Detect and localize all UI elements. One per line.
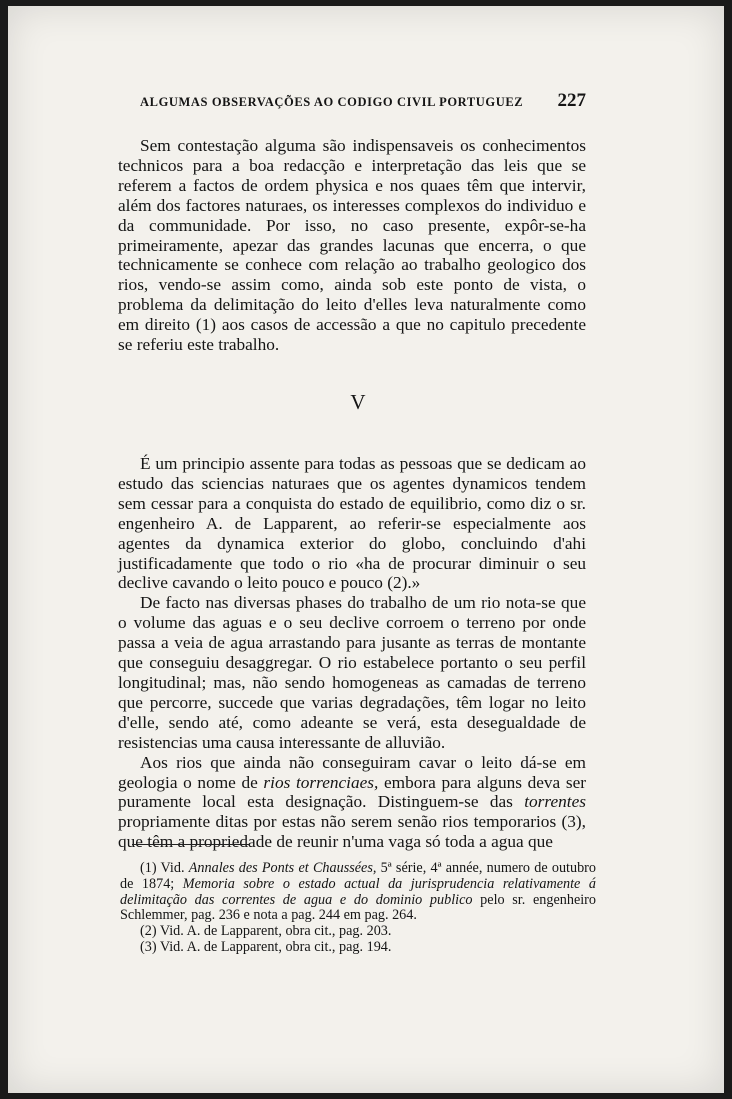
footnote-2: (2) Vid. A. de Lapparent, obra cit., pag. 203.	[140, 923, 392, 940]
paragraph-2: É um principio assente para todas as pessoas que se dedicam ao estudo das sciencias naturaes que os agentes dynamicos tendem sem cessar para a conquista do estado de equilibrio, como diz o sr. engenheiro A. de Lapparent, ao referir-se especialmente aos agentes da dynamica exterior do globo, concluindo d'ahi justificadamente que todo o rio «ha de procurar diminuir o seu declive cavando o leito pouco e pouco (2).»	[118, 454, 586, 593]
section-heading: V	[350, 390, 366, 414]
paragraph-4-italic-a: rios torrenciaes,	[263, 772, 379, 792]
footnote-1-italic-1: Annales des Ponts et Chaussées,	[188, 860, 377, 876]
page-header	[140, 90, 586, 112]
paragraph-4-italic-b: torrentes	[524, 792, 586, 812]
paragraph-3: De facto nas diversas phases do trabalho de um rio nota-se que o volume das aguas e o seu declive corroem o terreno por onde passa a veia de agua arrastando para jusante as terras de montante que conseguiu desaggregar. O rio estabelece portanto o seu perfil longitudinal; mas, não sendo homogeneas as camadas de terreno que percorre, succede que varias degradações, têm logar no leito d'elle, sendo até, como adeante se verá, esta desegualdade de resistencias uma causa interessante de alluvião.	[118, 593, 586, 752]
running-head: ALGUMAS OBSERVAÇÕES AO CODIGO CIVIL PORTUGUEZ	[140, 95, 524, 109]
paragraph-1: Sem contestação alguma são indispensaveis os conhecimentos technicos para a boa redacção e interpretação das leis que se referem a factos de ordem physica e nos quaes têm que intervir, além dos factores naturaes, os interesses complexos do individuo e da communidade. Por isso, no caso presente, expôr-se-ha primeiramente, apezar das grandes lacunas que encerra, o que technicamente se conhece com relação ao trabalho geologico dos rios, vendo-se assim como, ainda sob este ponto de vista, o problema da delimitação do leito d'elles leva naturalmente como em direito (1) aos casos de accessão a que no capitulo precedente se referiu este trabalho.	[118, 136, 586, 355]
footnote-1-a: (1) Vid.	[140, 860, 189, 876]
paragraph-4	[118, 753, 586, 853]
paragraph-4-part-c: propriamente ditas por estas não serem senão rios temporarios (3), que têm a propriedade de reunir n'uma vaga só toda a agua que	[118, 812, 586, 852]
section-text-block	[118, 454, 586, 852]
footnotes	[120, 861, 596, 956]
paragraph-4-part-b: embora para alguns deva ser puramente local esta designação. Distinguem-se das	[118, 772, 587, 812]
paragraph-4-part-a: Aos rios que ainda não conseguiram cavar o leito dá-se em geologia o nome de	[118, 752, 586, 792]
footnote-1-c: pelo sr. engenheiro Schlemmer, pag. 236 e nota a pag. 244 em pag. 264.	[120, 891, 596, 924]
footnote-1-b: 5ª série, 4ª année, numero de outubro de 1874;	[120, 860, 596, 892]
page-number: 227	[557, 90, 586, 111]
footnote-3: (3) Vid. A. de Lapparent, obra cit., pag. 194.	[140, 938, 392, 955]
intro-text-block	[118, 136, 586, 355]
book-page	[8, 6, 724, 1093]
footnote-1-italic-2: Memoria sobre o estado actual da jurisprudencia relativamente á delimitação das correntes de agua e do dominio publico	[120, 875, 596, 908]
footnote-rule	[132, 844, 250, 845]
footnote-1	[120, 861, 596, 924]
